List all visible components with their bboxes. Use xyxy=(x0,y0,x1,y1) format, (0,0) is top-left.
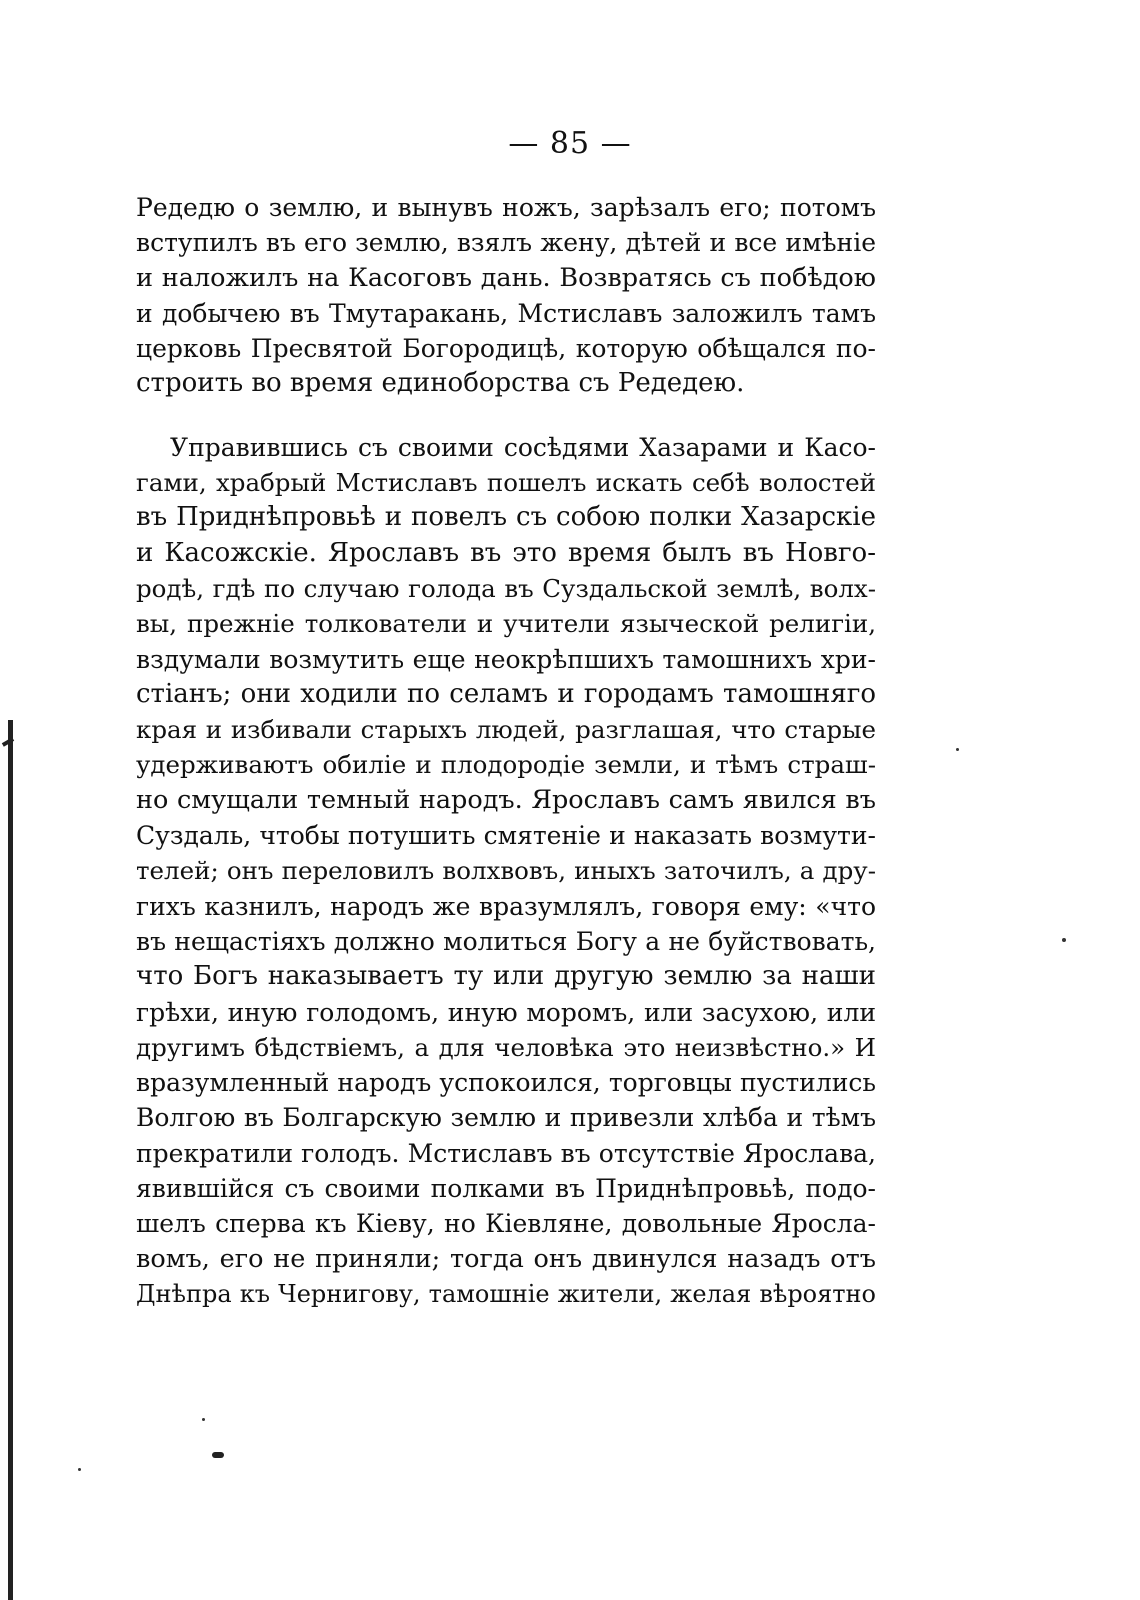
text-line: и Касожскіе. Ярославъ въ это время былъ въ Новго- xyxy=(136,537,876,568)
text-line: гами, храбрый Мстиславъ пошелъ искать себѣ волостей xyxy=(136,468,876,498)
paragraph-gap xyxy=(136,402,876,430)
dust-speck xyxy=(956,748,959,751)
text-line: родѣ, гдѣ по случаю голода въ Суздальской землѣ, волх- xyxy=(136,573,876,603)
text-line: въ нещастіяхъ должно молиться Богу а не буйствовать, xyxy=(136,926,876,956)
text-line: но смущали темный народъ. Ярославъ самъ явился въ xyxy=(136,784,876,815)
text-line: и добычею въ Тмутаракань, Мстиславъ заложилъ тамъ xyxy=(136,298,876,328)
text-line: что Богъ наказываетъ ту или другую землю за наши xyxy=(136,961,876,992)
ink-blot xyxy=(212,1452,224,1458)
page-edge-shadow xyxy=(8,720,13,1600)
text-line: Редедю о землю, и вынувъ ножъ, зарѣзалъ его; потомъ xyxy=(136,193,876,222)
paragraph-2 xyxy=(136,430,876,1312)
dust-speck xyxy=(202,1418,205,1421)
text-line: Волгою въ Болгарскую землю и привезли хлѣба и тѣмъ xyxy=(136,1103,876,1133)
text-line: вы, прежніе толкователи и учители языческой религіи, xyxy=(136,609,876,639)
text-line: стіанъ; они ходили по селамъ и городамъ тамошняго xyxy=(136,678,876,709)
dust-speck xyxy=(78,1468,81,1471)
dust-speck xyxy=(1062,938,1066,942)
text-line: церковь Пресвятой Богородицѣ, которую обѣщался по- xyxy=(136,334,876,364)
text-line: вомъ, его не приняли; тогда онъ двинулся назадъ отъ xyxy=(136,1243,876,1274)
text-line: грѣхи, иную голодомъ, иную моромъ, или засухою, или xyxy=(136,997,876,1027)
text-line: вразумленный народъ успокоился, торговцы пустились xyxy=(136,1068,876,1098)
text-line: и наложилъ на Касоговъ дань. Возвратясь съ побѣдою xyxy=(136,262,876,293)
text-line: телей; онъ переловилъ волхвовъ, иныхъ заточилъ, а дру- xyxy=(136,856,876,886)
body-text xyxy=(136,190,876,1312)
text-line: прекратили голодъ. Мстиславъ въ отсутствіе Ярослава, xyxy=(136,1138,876,1168)
text-line: въ Приднѣпровьѣ и повелъ съ собою полки Хазарскіе xyxy=(136,502,876,533)
text-line: Днѣпра къ Чернигову, тамошніе жители, желая вѣроятно xyxy=(136,1279,876,1308)
text-line: вздумали возмутить еще неокрѣпшихъ тамошнихъ хри- xyxy=(136,644,876,674)
paragraph-1 xyxy=(136,190,876,402)
text-line: Суздаль, чтобы потушить смятеніе и наказать возмути- xyxy=(136,821,876,851)
text-line: гихъ казнилъ, народъ же вразумлялъ, говоря ему: «что xyxy=(136,891,876,921)
text-line: Управившись съ своими сосѣдями Хазарами и Касо- xyxy=(170,432,876,462)
page-number: — 85 — xyxy=(508,126,632,161)
text-line: строить во время единоборства съ Редедею. xyxy=(136,368,745,399)
text-line: шелъ сперва къ Кіеву, но Кіевляне, довольные Яросла- xyxy=(136,1209,876,1239)
text-line: удерживаютъ обиліе и плодородіе земли, и тѣмъ страш- xyxy=(136,750,876,780)
text-line: края и избивали старыхъ людей, разглашая, что старые xyxy=(136,715,876,745)
text-line: другимъ бѣдствіемъ, а для человѣка это неизвѣстно.» И xyxy=(136,1032,876,1062)
text-line: явившійся съ своими полками въ Приднѣпровьѣ, подо- xyxy=(136,1174,876,1204)
text-line: вступилъ въ его землю, взялъ жену, дѣтей и все имѣніе xyxy=(136,228,876,258)
